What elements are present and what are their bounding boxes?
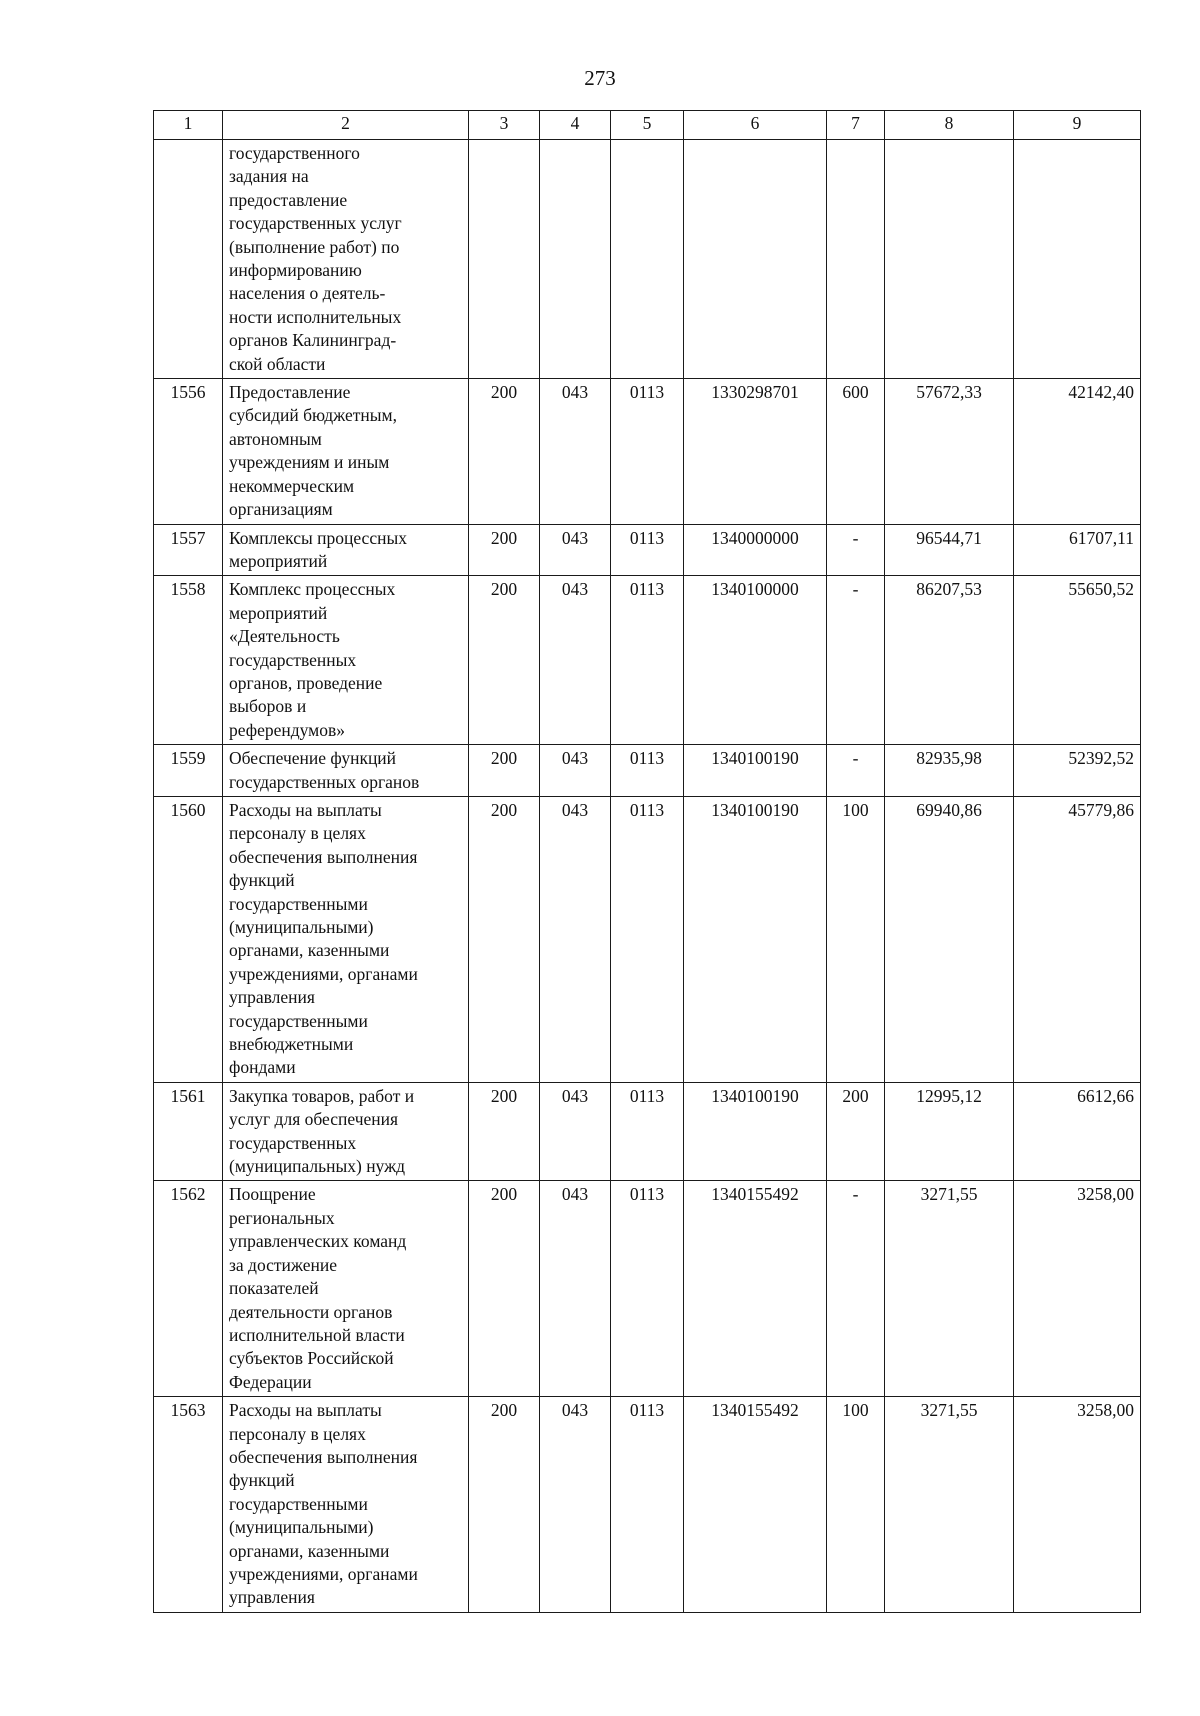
row-description: Комплекс процессных мероприятий «Деятельность государственных органов, проведение выборов и референдумов»	[223, 576, 469, 745]
section-code-cell: 0113	[611, 1181, 684, 1397]
expense-type-cell	[827, 140, 885, 379]
row-number: 1563	[154, 1397, 223, 1613]
table-row	[154, 796, 1141, 1082]
amount-cell: 3271,55	[885, 1181, 1014, 1397]
amount-cell: 82935,98	[885, 745, 1014, 797]
header-cell: 4	[540, 111, 611, 140]
row-number: 1562	[154, 1181, 223, 1397]
amount-cell: 3271,55	[885, 1397, 1014, 1613]
header-cell: 8	[885, 111, 1014, 140]
amount-cell: 69940,86	[885, 796, 1014, 1082]
target-article-cell: 1340100000	[684, 576, 827, 745]
table-row	[154, 524, 1141, 576]
amount-cell: 45779,86	[1014, 796, 1141, 1082]
ministry-code-cell: 043	[540, 524, 611, 576]
ministry-code-cell: 043	[540, 379, 611, 524]
expense-type-cell: -	[827, 524, 885, 576]
row-description: Закупка товаров, работ и услуг для обеспечения государственных (муниципальных) нужд	[223, 1082, 469, 1181]
row-description: Обеспечение функций государственных органов	[223, 745, 469, 797]
row-description: государственного задания на предоставление государственных услуг (выполнение работ) по информированию населения о деятель- ности исполнительных органов Калининград- ской области	[223, 140, 469, 379]
section-code-cell: 0113	[611, 796, 684, 1082]
budget-table	[153, 110, 1141, 1613]
code-cell: 200	[469, 1181, 540, 1397]
amount-cell: 42142,40	[1014, 379, 1141, 524]
table-row	[154, 576, 1141, 745]
row-number: 1560	[154, 796, 223, 1082]
amount-cell: 61707,11	[1014, 524, 1141, 576]
row-number: 1559	[154, 745, 223, 797]
amount-cell: 3258,00	[1014, 1397, 1141, 1613]
section-code-cell: 0113	[611, 524, 684, 576]
amount-cell	[1014, 140, 1141, 379]
amount-cell: 6612,66	[1014, 1082, 1141, 1181]
row-description: Расходы на выплаты персоналу в целях обеспечения выполнения функций государственными (муниципальными) органами, казенными учреждениями, органами управления	[223, 1397, 469, 1613]
header-cell: 9	[1014, 111, 1141, 140]
target-article-cell: 1340100190	[684, 745, 827, 797]
target-article-cell: 1330298701	[684, 379, 827, 524]
code-cell	[469, 140, 540, 379]
row-number	[154, 140, 223, 379]
header-cell: 7	[827, 111, 885, 140]
ministry-code-cell	[540, 140, 611, 379]
page-number: 273	[584, 66, 616, 90]
header-row	[154, 111, 1141, 140]
section-code-cell: 0113	[611, 745, 684, 797]
row-number: 1556	[154, 379, 223, 524]
section-code-cell: 0113	[611, 1082, 684, 1181]
expense-type-cell: -	[827, 745, 885, 797]
expense-type-cell: -	[827, 1181, 885, 1397]
section-code-cell: 0113	[611, 576, 684, 745]
ministry-code-cell: 043	[540, 745, 611, 797]
expense-type-cell: -	[827, 576, 885, 745]
code-cell: 200	[469, 576, 540, 745]
header-cell: 5	[611, 111, 684, 140]
amount-cell: 52392,52	[1014, 745, 1141, 797]
amount-cell: 86207,53	[885, 576, 1014, 745]
code-cell: 200	[469, 745, 540, 797]
expense-type-cell: 200	[827, 1082, 885, 1181]
table-row	[154, 1082, 1141, 1181]
amount-cell: 12995,12	[885, 1082, 1014, 1181]
row-number: 1558	[154, 576, 223, 745]
section-code-cell	[611, 140, 684, 379]
row-number: 1561	[154, 1082, 223, 1181]
row-number: 1557	[154, 524, 223, 576]
header-cell: 6	[684, 111, 827, 140]
row-description: Поощрение региональных управленческих команд за достижение показателей деятельности органов исполнительной власти субъектов Российской Федерации	[223, 1181, 469, 1397]
code-cell: 200	[469, 379, 540, 524]
ministry-code-cell: 043	[540, 1082, 611, 1181]
row-description: Комплексы процессных мероприятий	[223, 524, 469, 576]
header-cell: 1	[154, 111, 223, 140]
header-cell: 3	[469, 111, 540, 140]
target-article-cell: 1340155492	[684, 1397, 827, 1613]
code-cell: 200	[469, 796, 540, 1082]
table-row	[154, 140, 1141, 379]
table-row	[154, 379, 1141, 524]
target-article-cell: 1340155492	[684, 1181, 827, 1397]
expense-type-cell: 100	[827, 796, 885, 1082]
ministry-code-cell: 043	[540, 1181, 611, 1397]
amount-cell: 57672,33	[885, 379, 1014, 524]
table-row	[154, 1181, 1141, 1397]
row-description: Предоставление субсидий бюджетным, автономным учреждениям и иным некоммерческим организациям	[223, 379, 469, 524]
amount-cell: 3258,00	[1014, 1181, 1141, 1397]
target-article-cell	[684, 140, 827, 379]
header-cell: 2	[223, 111, 469, 140]
target-article-cell: 1340100190	[684, 1082, 827, 1181]
ministry-code-cell: 043	[540, 576, 611, 745]
ministry-code-cell: 043	[540, 796, 611, 1082]
code-cell: 200	[469, 1397, 540, 1613]
target-article-cell: 1340000000	[684, 524, 827, 576]
target-article-cell: 1340100190	[684, 796, 827, 1082]
ministry-code-cell: 043	[540, 1397, 611, 1613]
row-description: Расходы на выплаты персоналу в целях обеспечения выполнения функций государственными (муниципальными) органами, казенными учреждениями, органами управления государственными внебюджетными фондами	[223, 796, 469, 1082]
amount-cell: 55650,52	[1014, 576, 1141, 745]
expense-type-cell: 100	[827, 1397, 885, 1613]
table-row	[154, 745, 1141, 797]
amount-cell: 96544,71	[885, 524, 1014, 576]
code-cell: 200	[469, 524, 540, 576]
code-cell: 200	[469, 1082, 540, 1181]
section-code-cell: 0113	[611, 1397, 684, 1613]
section-code-cell: 0113	[611, 379, 684, 524]
amount-cell	[885, 140, 1014, 379]
expense-type-cell: 600	[827, 379, 885, 524]
table-row	[154, 1397, 1141, 1613]
